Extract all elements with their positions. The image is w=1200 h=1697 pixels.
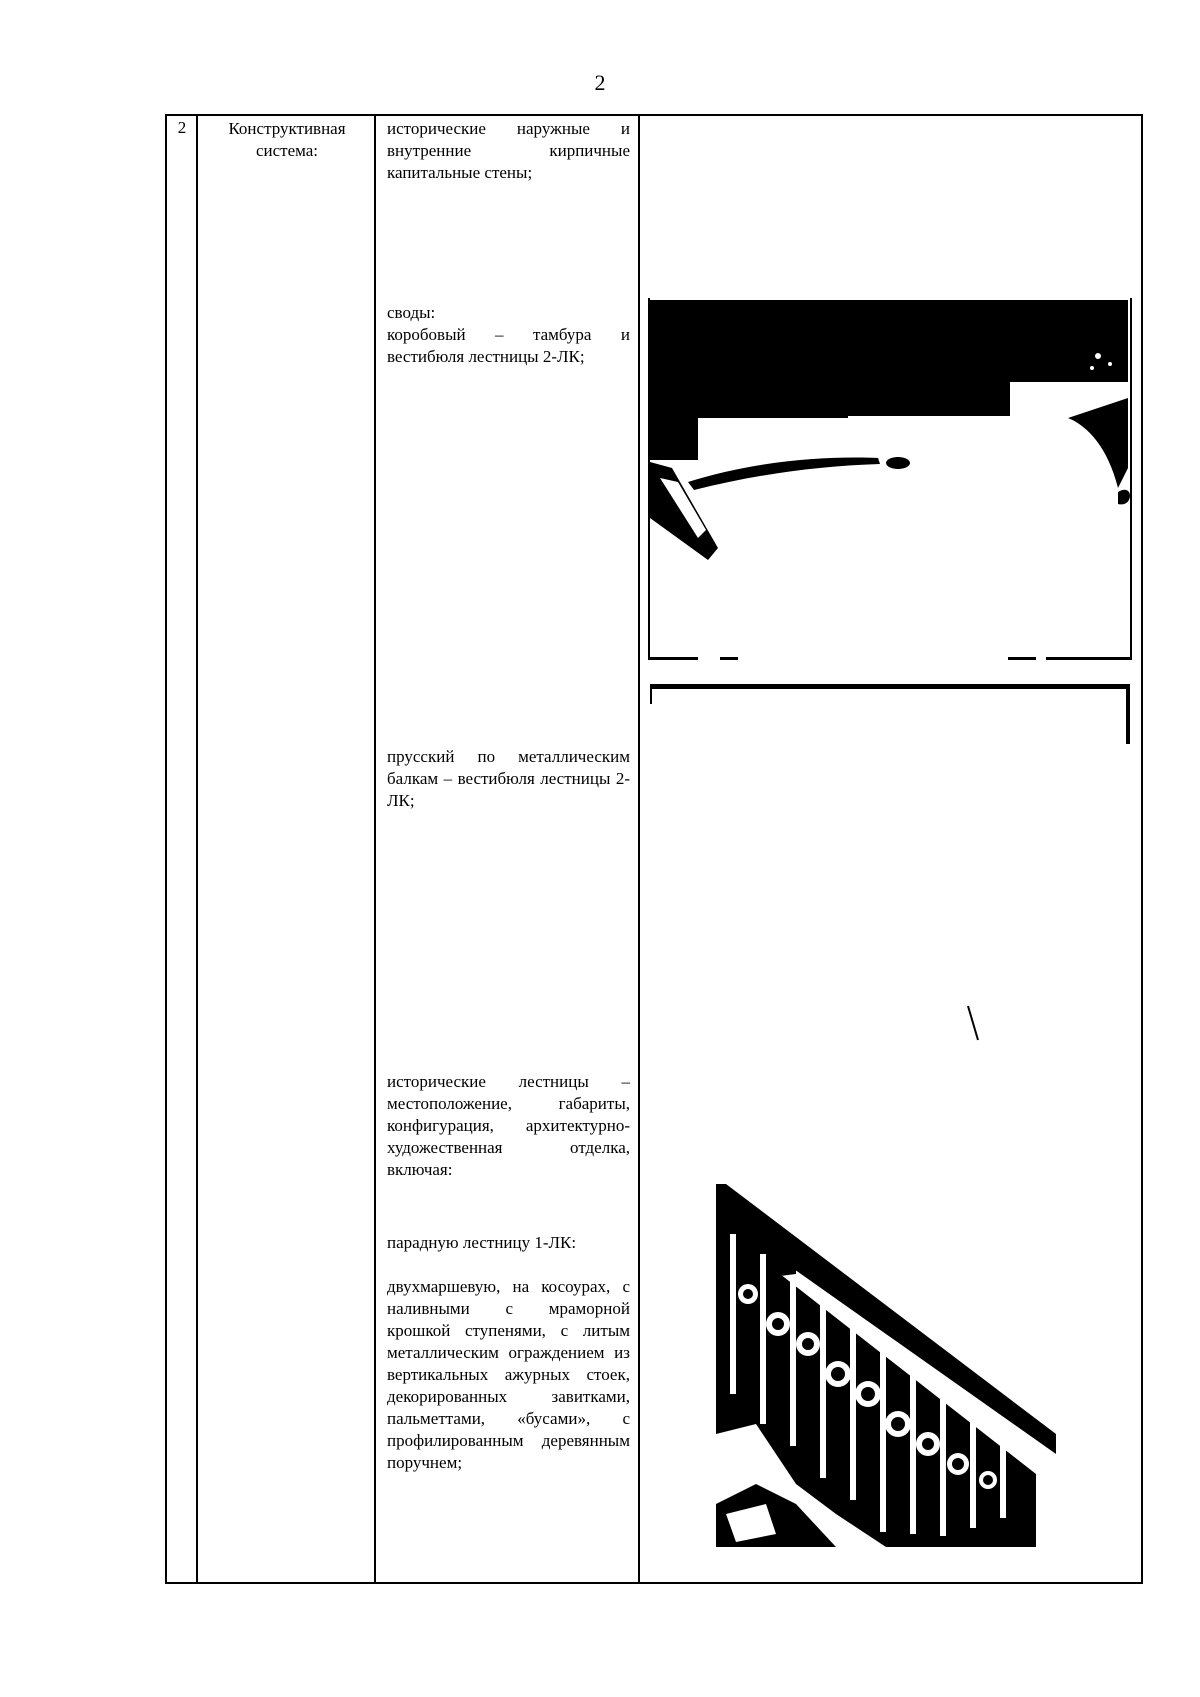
item-stair-description: двухмаршевую, на косоурах, с наливными с мраморной крошкой ступенями, с литым металлическим ограждением из вертикальных ажурных стоек, декорированных завитками, пальметтами, «бусами», с профилированным деревянным поручнем; bbox=[387, 1277, 630, 1472]
row-title: Конструктивная система: bbox=[228, 119, 346, 160]
item-vaults-heading: своды: bbox=[387, 303, 436, 322]
item-vault-prussian: прусский по металлическим балкам – вестибюля лестницы 2-ЛК; bbox=[387, 747, 630, 810]
item-vault-box: коробовый – тамбура и вестибюля лестницы 2-ЛК; bbox=[387, 325, 630, 366]
item-stair-main: парадную лестницу 1-ЛК: bbox=[387, 1233, 577, 1252]
column-divider bbox=[638, 114, 640, 1584]
page-number: 2 bbox=[594, 70, 606, 95]
column-divider bbox=[196, 114, 198, 1584]
item-stairs-intro: исторические лестницы – местоположение, габариты, конфигурация, архитектурно-художественная отделка, включая: bbox=[387, 1072, 630, 1179]
prussian-vault-photo bbox=[648, 684, 1132, 1086]
staircase-railing-photo bbox=[716, 1184, 1058, 1547]
box-vault-photo bbox=[648, 298, 1132, 660]
column-divider bbox=[374, 114, 376, 1584]
item-walls: исторические наружные и внутренние кирпичные капитальные стены; bbox=[387, 119, 630, 182]
row-number: 2 bbox=[177, 118, 187, 137]
